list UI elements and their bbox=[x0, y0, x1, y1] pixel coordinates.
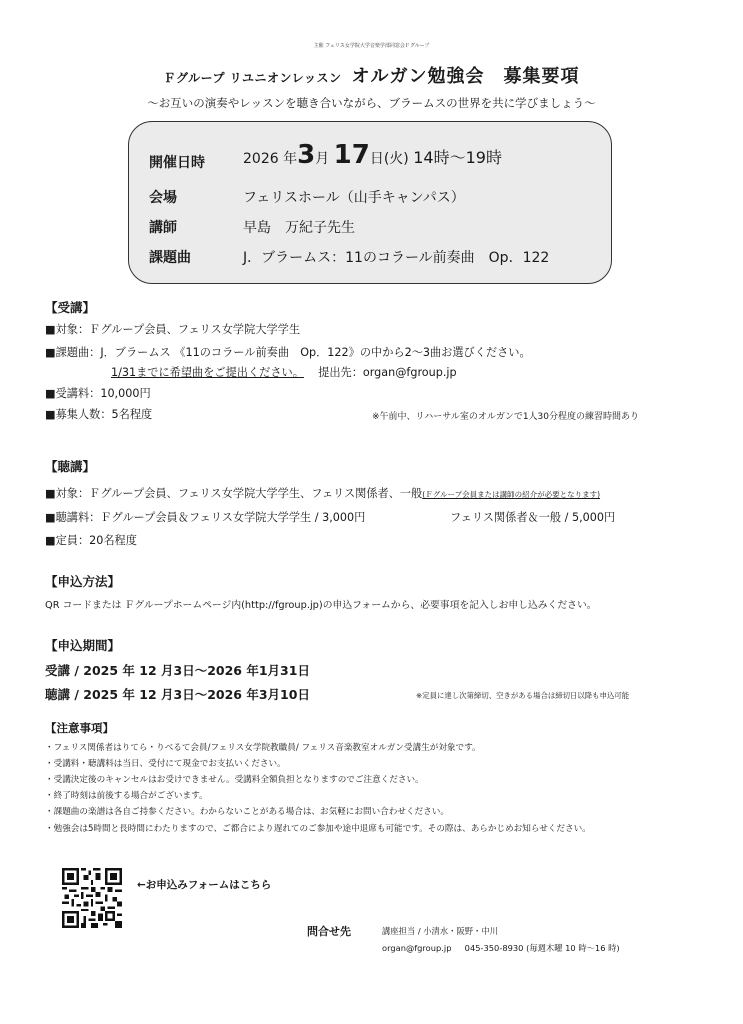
lesson-heading: 【受講】 bbox=[45, 300, 96, 315]
lesson-deadline: 1/31までに希望曲をご提出ください。 bbox=[111, 366, 304, 379]
lesson-fee: ■受講料：10,000円 bbox=[45, 387, 151, 400]
period-note: ※定員に達し次第締切、空きがある場合は締切日以降も申込可能 bbox=[416, 691, 630, 700]
caution-item: ・終了時刻は前後する場合がございます。 bbox=[45, 791, 208, 801]
date-year: 2026 年 bbox=[243, 151, 298, 167]
contact-info-row bbox=[382, 942, 620, 954]
period-heading: 【申込期間】 bbox=[45, 638, 121, 653]
date-weekday: (火) bbox=[383, 151, 409, 167]
qr-code-icon[interactable] bbox=[62, 868, 122, 928]
audit-fee: ■聴講料：Ｆグループ会員＆フェリス女学院大学学生 / 3,000円 bbox=[45, 511, 366, 524]
date-day: 17 bbox=[333, 140, 370, 170]
date-month-unit: 月 bbox=[315, 151, 330, 167]
audit-fee-row bbox=[45, 509, 365, 525]
event-info-box bbox=[128, 121, 612, 284]
caution-item: ・受講料・聴講料は当日、受付にて現金でお支払いください。 bbox=[45, 759, 286, 769]
lecturer-label: 講師 bbox=[149, 220, 177, 236]
date-day-unit: 日 bbox=[369, 151, 384, 167]
period-lesson: 受講 / 2025 年 12 月3日～2026 年1月31日 bbox=[45, 663, 310, 678]
title-main: オルガン勉強会 募集要項 bbox=[351, 66, 580, 87]
rehearsal-note: ※午前中、リハーサル室のオルガンで1人30分程度の練習時間あり bbox=[372, 412, 640, 422]
venue-value: フェリスホール（山手キャンパス） bbox=[243, 190, 465, 206]
lesson-capacity: ■募集人数：5名程度 bbox=[45, 408, 153, 421]
caution-item: ・勉強会は5時間と長時間にわたりますので、ご都合により遅れてのご参加や途中退席も可能です。その際は、あらかじめお知らせください。 bbox=[45, 824, 591, 834]
page-title bbox=[0, 62, 743, 88]
contact-heading: 問合せ先 bbox=[307, 925, 351, 938]
caution-item: ・受講決定後のキャンセルはお受けできません。受講料全額負担となりますのでご注意ください。 bbox=[45, 775, 424, 785]
date-time: 14時～19時 bbox=[413, 148, 502, 167]
audit-target-row bbox=[45, 485, 600, 501]
date-label: 開催日時 bbox=[149, 155, 205, 171]
contact-phone: 045-350-8930 (毎週木曜 10 時～16 時) bbox=[464, 943, 620, 953]
lecturer-value: 早島 万紀子先生 bbox=[243, 220, 355, 236]
title-prefix: Ｆグループ リユニオンレッスン bbox=[163, 71, 342, 85]
caution-item: ・フェリス関係者はりてら・りべるて会員/フェリス女学院教職員/ フェリス音楽教室オルガン受講生が対象です。 bbox=[45, 743, 481, 753]
lesson-submit-to: 提出先：organ@fgroup.jp bbox=[318, 366, 457, 379]
page-subtitle: ～お互いの演奏やレッスンを聴き合いながら、ブラームスの世界を共に学びましょう～ bbox=[147, 96, 596, 110]
venue-label: 会場 bbox=[149, 190, 177, 206]
audit-target: ■対象：Ｆグループ会員、フェリス女学院大学学生、フェリス関係者、一般 bbox=[45, 487, 423, 500]
qr-label: ←お申込みフォームはこちら bbox=[137, 879, 272, 891]
contact-email[interactable]: organ@fgroup.jp bbox=[382, 943, 452, 953]
organizer-text: 主催 フェリス女学院大学音楽学部同窓会Ｆグループ bbox=[313, 43, 430, 49]
audit-heading: 【聴講】 bbox=[45, 459, 96, 474]
apply-text: QR コードまたは Ｆグループホームページ内(http://fgroup.jp)の申込フォームから、必要事項を記入しお申し込みください。 bbox=[45, 600, 597, 611]
piece-label: 課題曲 bbox=[149, 250, 191, 266]
date-month: 3 bbox=[297, 140, 316, 170]
audit-capacity: ■定員：20名程度 bbox=[45, 534, 137, 547]
caution-item: ・課題曲の楽譜は各自ご持参ください。わからないことがある場合は、お気軽にお問い合わせください。 bbox=[45, 807, 449, 817]
lesson-target: ■対象：Ｆグループ会員、フェリス女学院大学学生 bbox=[45, 323, 301, 336]
audit-fee-general: フェリス関係者＆一般 / 5,000円 bbox=[450, 511, 616, 524]
lesson-piece: ■課題曲：J．ブラームス 《11のコラール前奏曲 Op．122》の中から2～3曲お選びください。 bbox=[45, 346, 531, 359]
audit-target-note: (Ｆグループ会員または講師の紹介が必要となります) bbox=[422, 490, 601, 499]
contact-staff: 講座担当 / 小清水・阪野・中川 bbox=[382, 926, 498, 936]
piece-value: J．ブラームス：11のコラール前奏曲 Op．122 bbox=[243, 250, 550, 266]
apply-heading: 【申込方法】 bbox=[45, 574, 121, 589]
lesson-deadline-row bbox=[111, 364, 457, 380]
cautions-heading: 【注意事項】 bbox=[45, 721, 114, 735]
event-date bbox=[243, 140, 502, 170]
period-audit: 聴講 / 2025 年 12 月3日～2026 年3月10日 bbox=[45, 687, 310, 702]
